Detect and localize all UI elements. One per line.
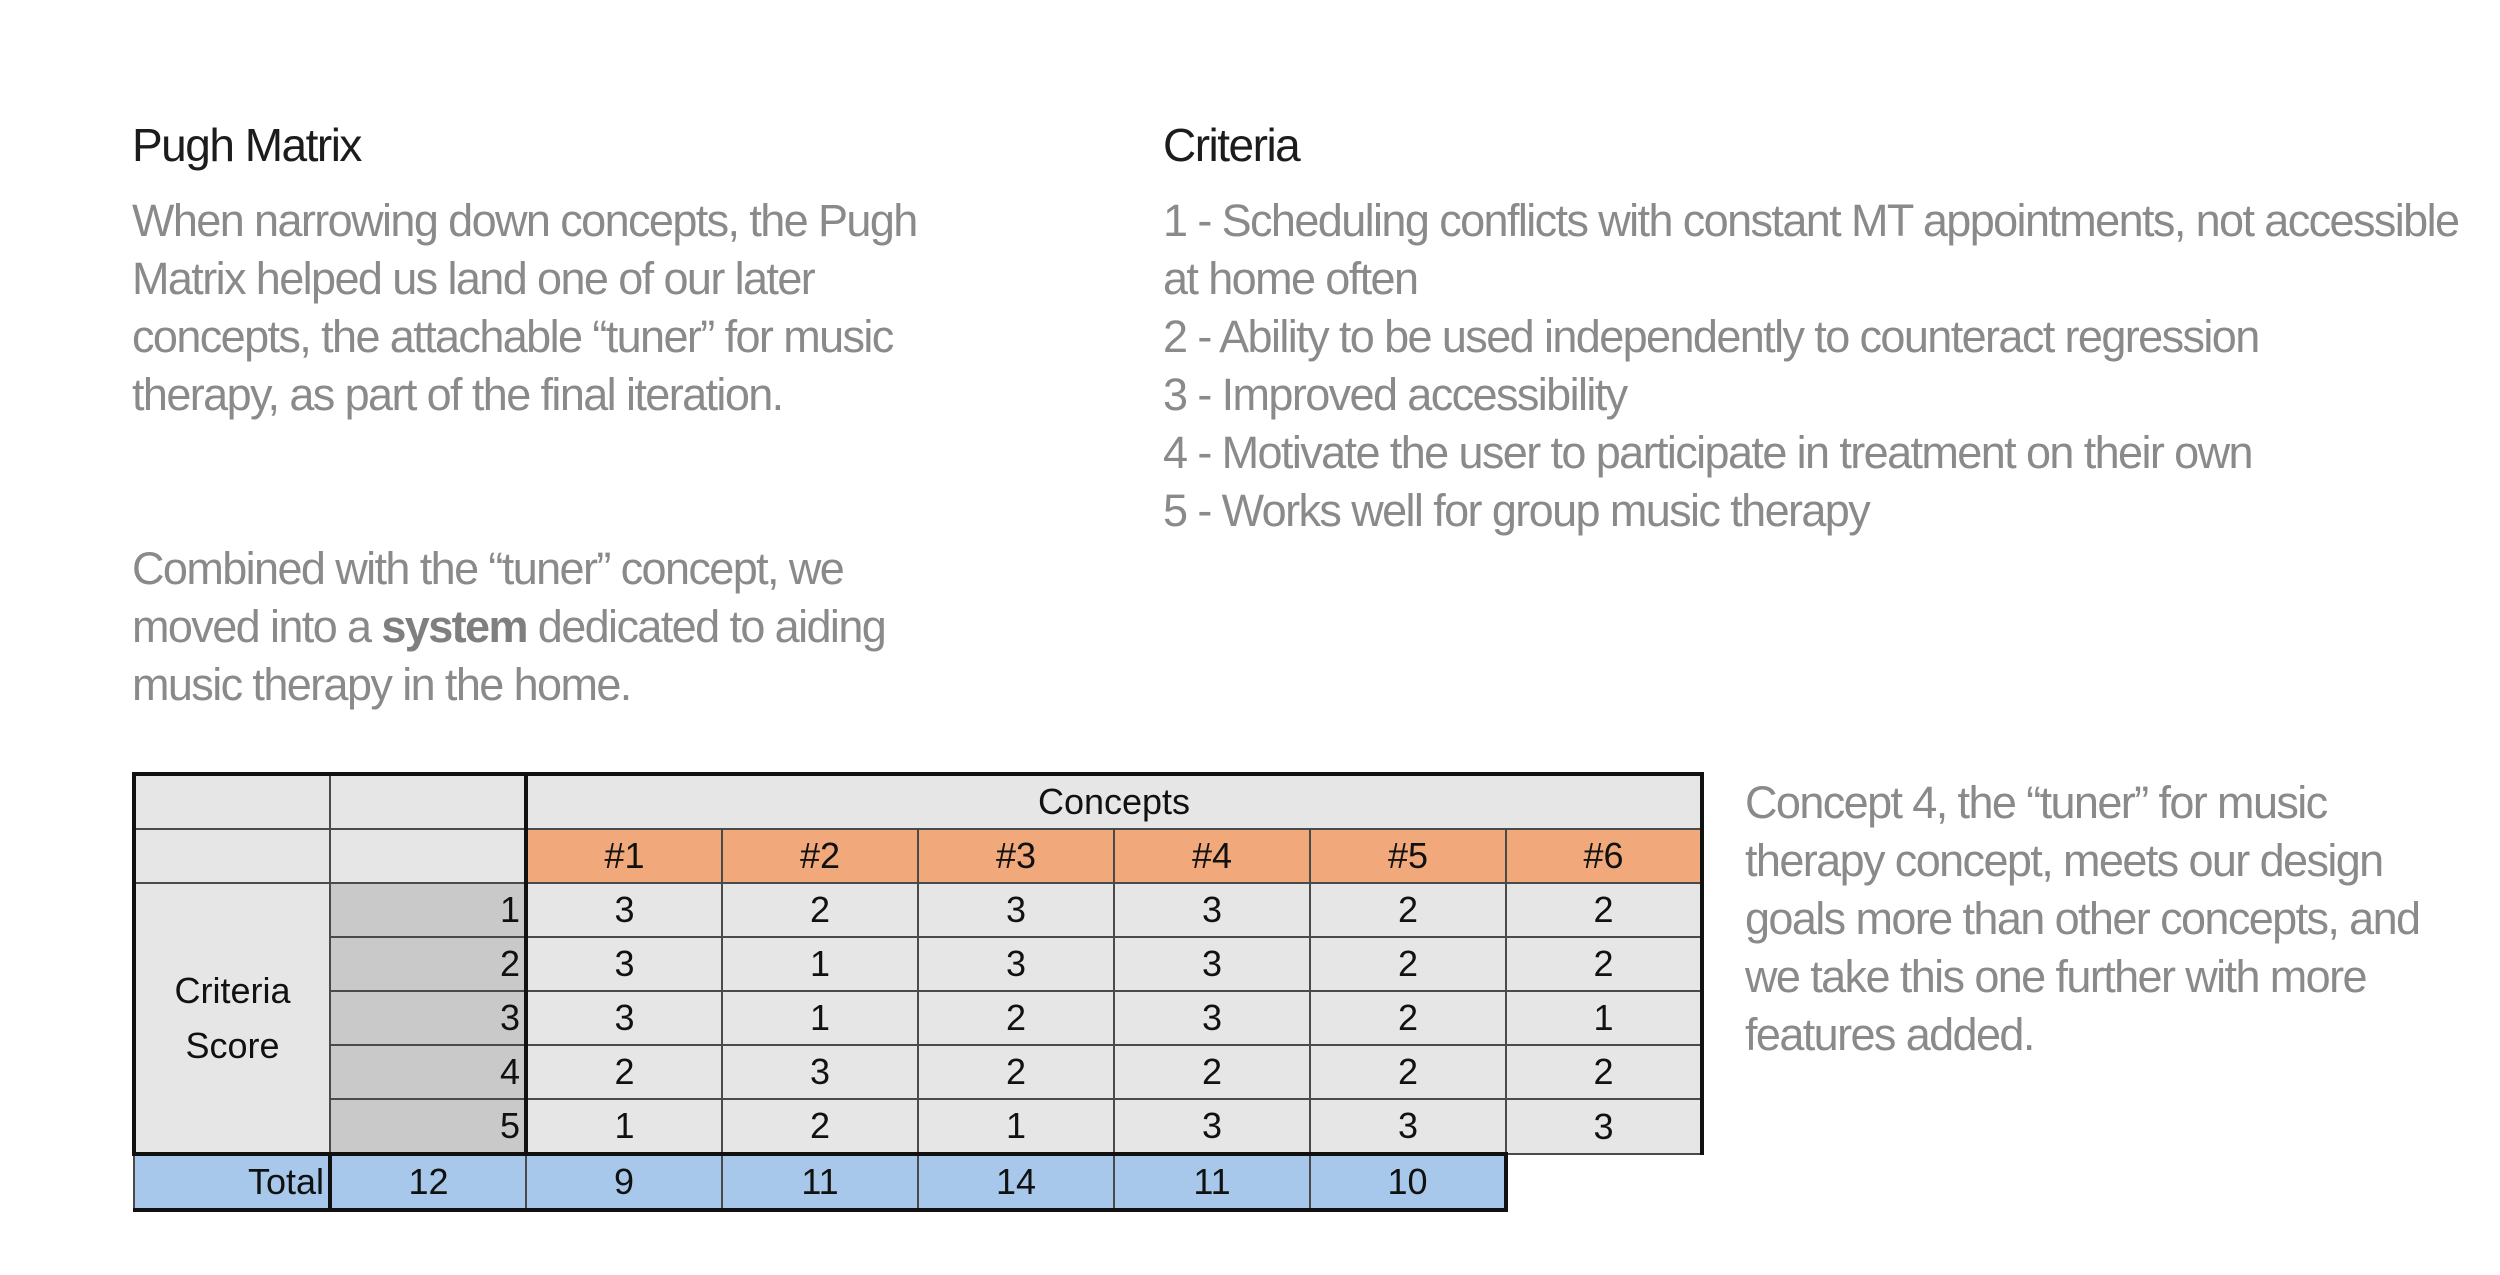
pugh-matrix-title: Pugh Matrix [132,119,361,171]
table-row [134,937,1702,991]
concept-label: #5 [1310,829,1506,883]
pugh-intro-paragraph: When narrowing down concepts, the Pugh Matrix helped us land one of our later concepts, the attachable “tuner” for music therapy, as part of the final iteration. [132,195,917,420]
pugh-matrix-table [132,772,1704,1212]
score-cell: 3 [918,883,1114,937]
score-cell: 2 [1506,937,1702,991]
score-cell: 2 [722,1099,918,1154]
score-cell: 2 [918,991,1114,1045]
concept-label-row [134,829,1702,883]
score-cell: 3 [1114,937,1310,991]
criteria-list [1163,192,2463,540]
concept-label: #3 [918,829,1114,883]
score-cell: 1 [1506,991,1702,1045]
score-cell: 3 [918,937,1114,991]
score-cell: 3 [526,991,722,1045]
concepts-header: Concepts [526,774,1702,829]
score-cell: 2 [1310,991,1506,1045]
score-cell: 2 [526,1045,722,1099]
system-paragraph [132,540,952,714]
criteria-item: 2 - Ability to be used independently to counteract regression [1163,311,2259,362]
total-row [134,1154,1702,1210]
score-cell: 2 [722,883,918,937]
score-cell: 3 [526,937,722,991]
score-cell: 3 [1114,883,1310,937]
criterion-number: 3 [330,991,526,1045]
total-cell: 14 [918,1154,1114,1210]
score-cell: 3 [722,1045,918,1099]
score-cell: 2 [1506,883,1702,937]
total-label: Total [134,1154,330,1210]
total-cell: 12 [330,1154,526,1210]
total-cell: 11 [1114,1154,1310,1210]
score-cell: 2 [918,1045,1114,1099]
criteria-item: 5 - Works well for group music therapy [1163,485,1870,536]
total-cell: 11 [722,1154,918,1210]
score-cell: 2 [1114,1045,1310,1099]
table-corner-cell [330,774,526,829]
score-cell: 2 [1310,1045,1506,1099]
concept-4-note: Concept 4, the “tuner” for music therapy concept, meets our design goals more than other concepts, and we take this one further with more features added. [1745,777,2420,1060]
system-paragraph-pre: Combined with the “tuner” concept, we moved into a [132,543,844,652]
score-cell: 2 [1506,1045,1702,1099]
criterion-number: 2 [330,937,526,991]
criterion-number: 5 [330,1099,526,1154]
concept-label: #4 [1114,829,1310,883]
concept-label: #1 [526,829,722,883]
score-cell: 3 [1114,1099,1310,1154]
system-paragraph-bold: system [381,601,527,652]
score-cell: 2 [1310,883,1506,937]
criterion-number: 4 [330,1045,526,1099]
table-row [134,1099,1702,1154]
table-corner-cell [134,829,330,883]
score-cell: 1 [526,1099,722,1154]
score-cell: 3 [526,883,722,937]
criteria-score-line2: Score [185,1025,280,1066]
criterion-number: 1 [330,883,526,937]
table-header-row [134,774,1702,829]
concept-label: #6 [1506,829,1702,883]
system-paragraph-post: dedicated to aiding music therapy in the home. [132,601,886,710]
table-row [134,1045,1702,1099]
criteria-item: 4 - Motivate the user to participate in treatment on their own [1163,427,2252,478]
criteria-item: 3 - Improved accessibility [1163,369,1627,420]
score-cell: 3 [1310,1099,1506,1154]
criteria-title: Criteria [1163,119,1300,171]
criteria-item: 1 - Scheduling conflicts with constant MT appointments, not accessible at home often [1163,195,2459,304]
score-cell: 3 [1114,991,1310,1045]
table-row [134,991,1702,1045]
score-cell: 1 [722,937,918,991]
table-corner-cell [330,829,526,883]
score-cell: 3 [1506,1099,1702,1154]
criteria-score-label [134,883,330,1154]
score-cell: 1 [918,1099,1114,1154]
table-row [134,883,1702,937]
table-corner-cell [134,774,330,829]
score-cell: 2 [1310,937,1506,991]
total-cell: 10 [1310,1154,1506,1210]
total-cell: 9 [526,1154,722,1210]
criteria-score-line1: Criteria [174,970,291,1011]
score-cell: 1 [722,991,918,1045]
concept-label: #2 [722,829,918,883]
